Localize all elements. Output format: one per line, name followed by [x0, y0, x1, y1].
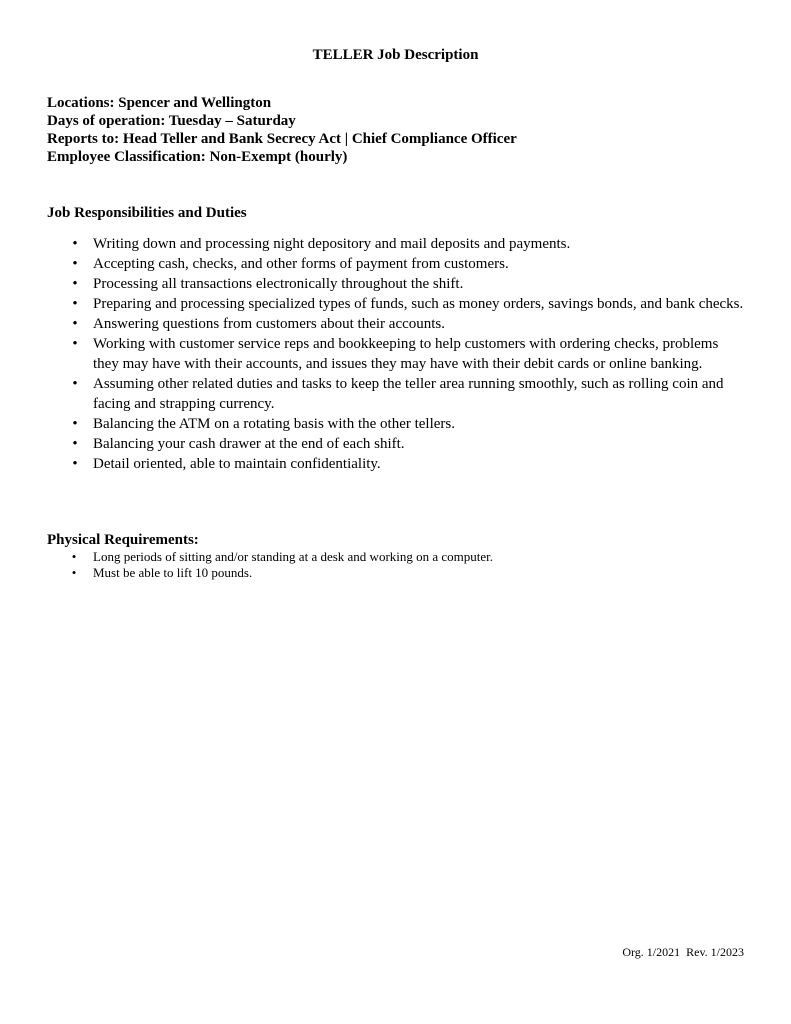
list-item	[47, 274, 747, 294]
duty-text: Preparing and processing specialized types of funds, such as money orders, savings bonds, and bank checks.	[93, 296, 744, 312]
job-meta-block	[47, 94, 517, 166]
duty-text: Detail oriented, able to maintain confidentiality.	[93, 456, 381, 472]
bullet-icon: •	[72, 276, 78, 292]
list-item	[47, 374, 747, 414]
list-item	[47, 549, 747, 565]
duty-text: Answering questions from customers about their accounts.	[93, 316, 446, 332]
bullet-icon: •	[71, 565, 77, 580]
bullet-icon: •	[71, 549, 77, 564]
bullet-icon: •	[72, 456, 78, 472]
list-item	[47, 314, 747, 334]
duty-text: Processing all transactions electronically throughout the shift.	[93, 276, 464, 292]
requirement-text: Long periods of sitting and/or standing at a desk and working on a computer.	[93, 549, 494, 564]
bullet-icon: •	[72, 416, 78, 432]
physical-requirements-list	[47, 549, 747, 581]
document-title: TELLER Job Description	[312, 47, 479, 63]
duty-text: Working with customer service reps and bookkeeping to help customers with ordering checks, problems they may have with their accounts, and issues they may have with their debit cards or online banking.	[93, 336, 719, 372]
duty-text: Accepting cash, checks, and other forms of payment from customers.	[93, 256, 509, 272]
days-of-operation-line: Days of operation: Tuesday – Saturday	[47, 113, 296, 129]
employee-classification-line: Employee Classification: Non-Exempt (hourly)	[47, 149, 348, 165]
bullet-icon: •	[72, 296, 78, 312]
list-item	[47, 434, 747, 454]
bullet-icon: •	[72, 236, 78, 252]
duty-text: Writing down and processing night depository and mail deposits and payments.	[93, 236, 571, 252]
list-item	[47, 414, 747, 434]
reports-to-line: Reports to: Head Teller and Bank Secrecy Act | Chief Compliance Officer	[47, 131, 517, 147]
bullet-icon: •	[72, 316, 78, 332]
list-item	[47, 234, 747, 254]
duty-text: Balancing the ATM on a rotating basis with the other tellers.	[93, 416, 456, 432]
list-item	[47, 254, 747, 274]
duty-text: Assuming other related duties and tasks to keep the teller area running smoothly, such as rolling coin and facing and strapping currency.	[93, 376, 724, 412]
requirement-text: Must be able to lift 10 pounds.	[93, 565, 253, 580]
bullet-icon: •	[72, 256, 78, 272]
bullet-icon: •	[72, 436, 78, 452]
bullet-icon: •	[72, 336, 78, 352]
duties-list	[47, 234, 747, 474]
list-item	[47, 334, 747, 374]
revision-footer: Org. 1/2021 Rev. 1/2023	[622, 945, 744, 959]
locations-line: Locations: Spencer and Wellington	[47, 95, 272, 111]
list-item	[47, 565, 747, 581]
bullet-icon: •	[72, 376, 78, 392]
physical-requirements-heading: Physical Requirements:	[47, 532, 199, 548]
list-item	[47, 294, 747, 314]
duty-text: Balancing your cash drawer at the end of each shift.	[93, 436, 405, 452]
duties-heading: Job Responsibilities and Duties	[47, 205, 247, 221]
list-item	[47, 454, 747, 474]
